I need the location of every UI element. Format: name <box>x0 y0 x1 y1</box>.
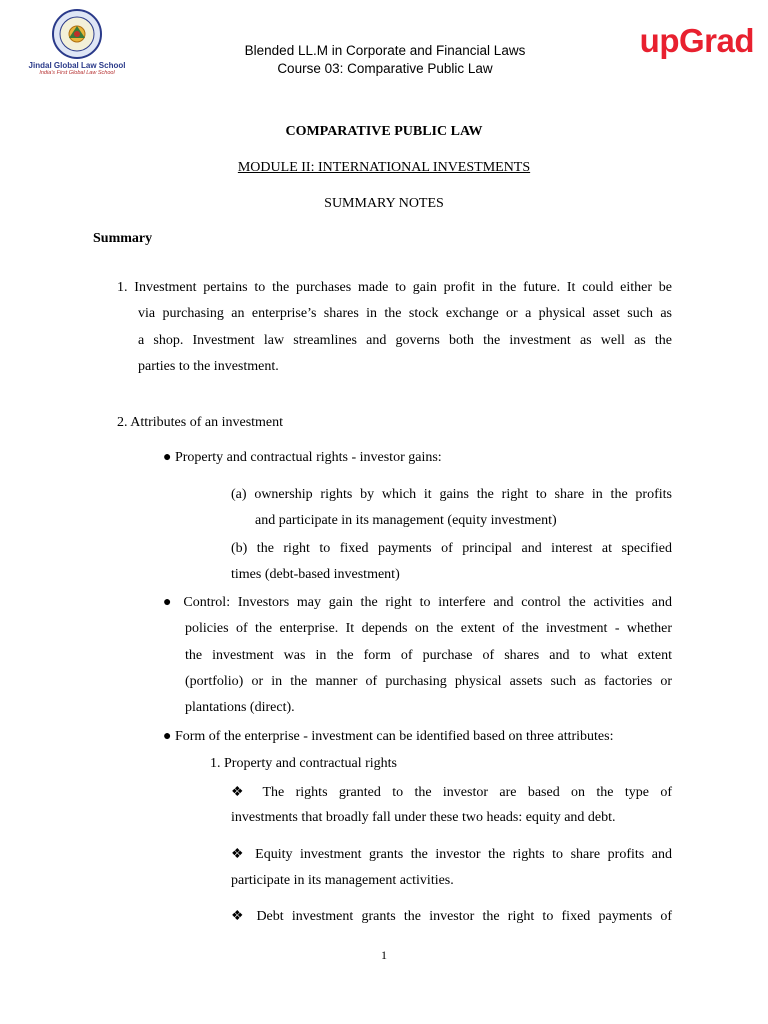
diamond-item-line: ❖ Debt investment grants the investor the right to fixed payments of <box>231 909 672 924</box>
bullet-item-line: (portfolio) or in the manner of purchasing physical assets such as factories or <box>185 674 672 689</box>
bullet-item: ● Form of the enterprise - investment can be identified based on three attributes: <box>163 729 614 744</box>
sub-item-line: (b) the right to fixed payments of principal and interest at specified <box>231 541 672 556</box>
section-heading: Summary <box>93 231 153 246</box>
document-title: COMPARATIVE PUBLIC LAW <box>285 124 483 139</box>
diamond-item-line: investments that broadly fall under these two heads: equity and debt. <box>231 810 616 825</box>
numbered-sub-item: 1. Property and contractual rights <box>210 756 398 771</box>
paragraph-line: parties to the investment. <box>138 359 279 374</box>
header-course-line: Course 03: Comparative Public Law <box>277 61 493 76</box>
module-title: MODULE II: INTERNATIONAL INVESTMENTS <box>237 160 531 175</box>
school-tagline: India's First Global Law School <box>39 70 115 76</box>
paragraph-line: via purchasing an enterprise’s shares in the stock exchange or a physical asset such as <box>138 306 672 321</box>
page-number: 1 <box>381 948 387 962</box>
bullet-item-line: plantations (direct). <box>185 700 295 715</box>
header-program-line: Blended LL.M in Corporate and Financial Laws <box>244 43 526 58</box>
upgrad-logo: upGrad <box>639 22 754 59</box>
diamond-item-line: ❖ Equity investment grants the investor the rights to share profits and <box>231 847 672 862</box>
school-logo <box>12 8 142 78</box>
sub-item-line: times (debt-based investment) <box>231 567 400 582</box>
school-name: Jindal Global Law School <box>28 61 126 70</box>
diamond-item-line: participate in its management activities. <box>231 873 454 888</box>
paragraph-line: 1. Investment pertains to the purchases made to gain profit in the future. It could either be <box>117 280 672 295</box>
header-course-info <box>200 42 570 78</box>
document-subtitle: SUMMARY NOTES <box>324 196 444 211</box>
sub-item-line: and participate in its management (equity investment) <box>255 513 557 528</box>
school-seal-icon <box>49 8 105 60</box>
diamond-item-line: ❖ The rights granted to the investor are based on the type of <box>231 785 672 800</box>
bullet-item-line: the investment was in the form of purchase of shares and to what extent <box>185 648 672 663</box>
list-item-heading: 2. Attributes of an investment <box>117 415 284 430</box>
bullet-item: ● Property and contractual rights - investor gains: <box>163 450 442 465</box>
sub-item-line: (a) ownership rights by which it gains the right to share in the profits <box>231 487 672 502</box>
bullet-item-line: policies of the enterprise. It depends on the extent of the investment - whether <box>185 621 672 636</box>
paragraph-line: a shop. Investment law streamlines and governs both the investment as well as the <box>138 333 672 348</box>
bullet-item-line: ● Control: Investors may gain the right to interfere and control the activities and <box>163 595 672 610</box>
